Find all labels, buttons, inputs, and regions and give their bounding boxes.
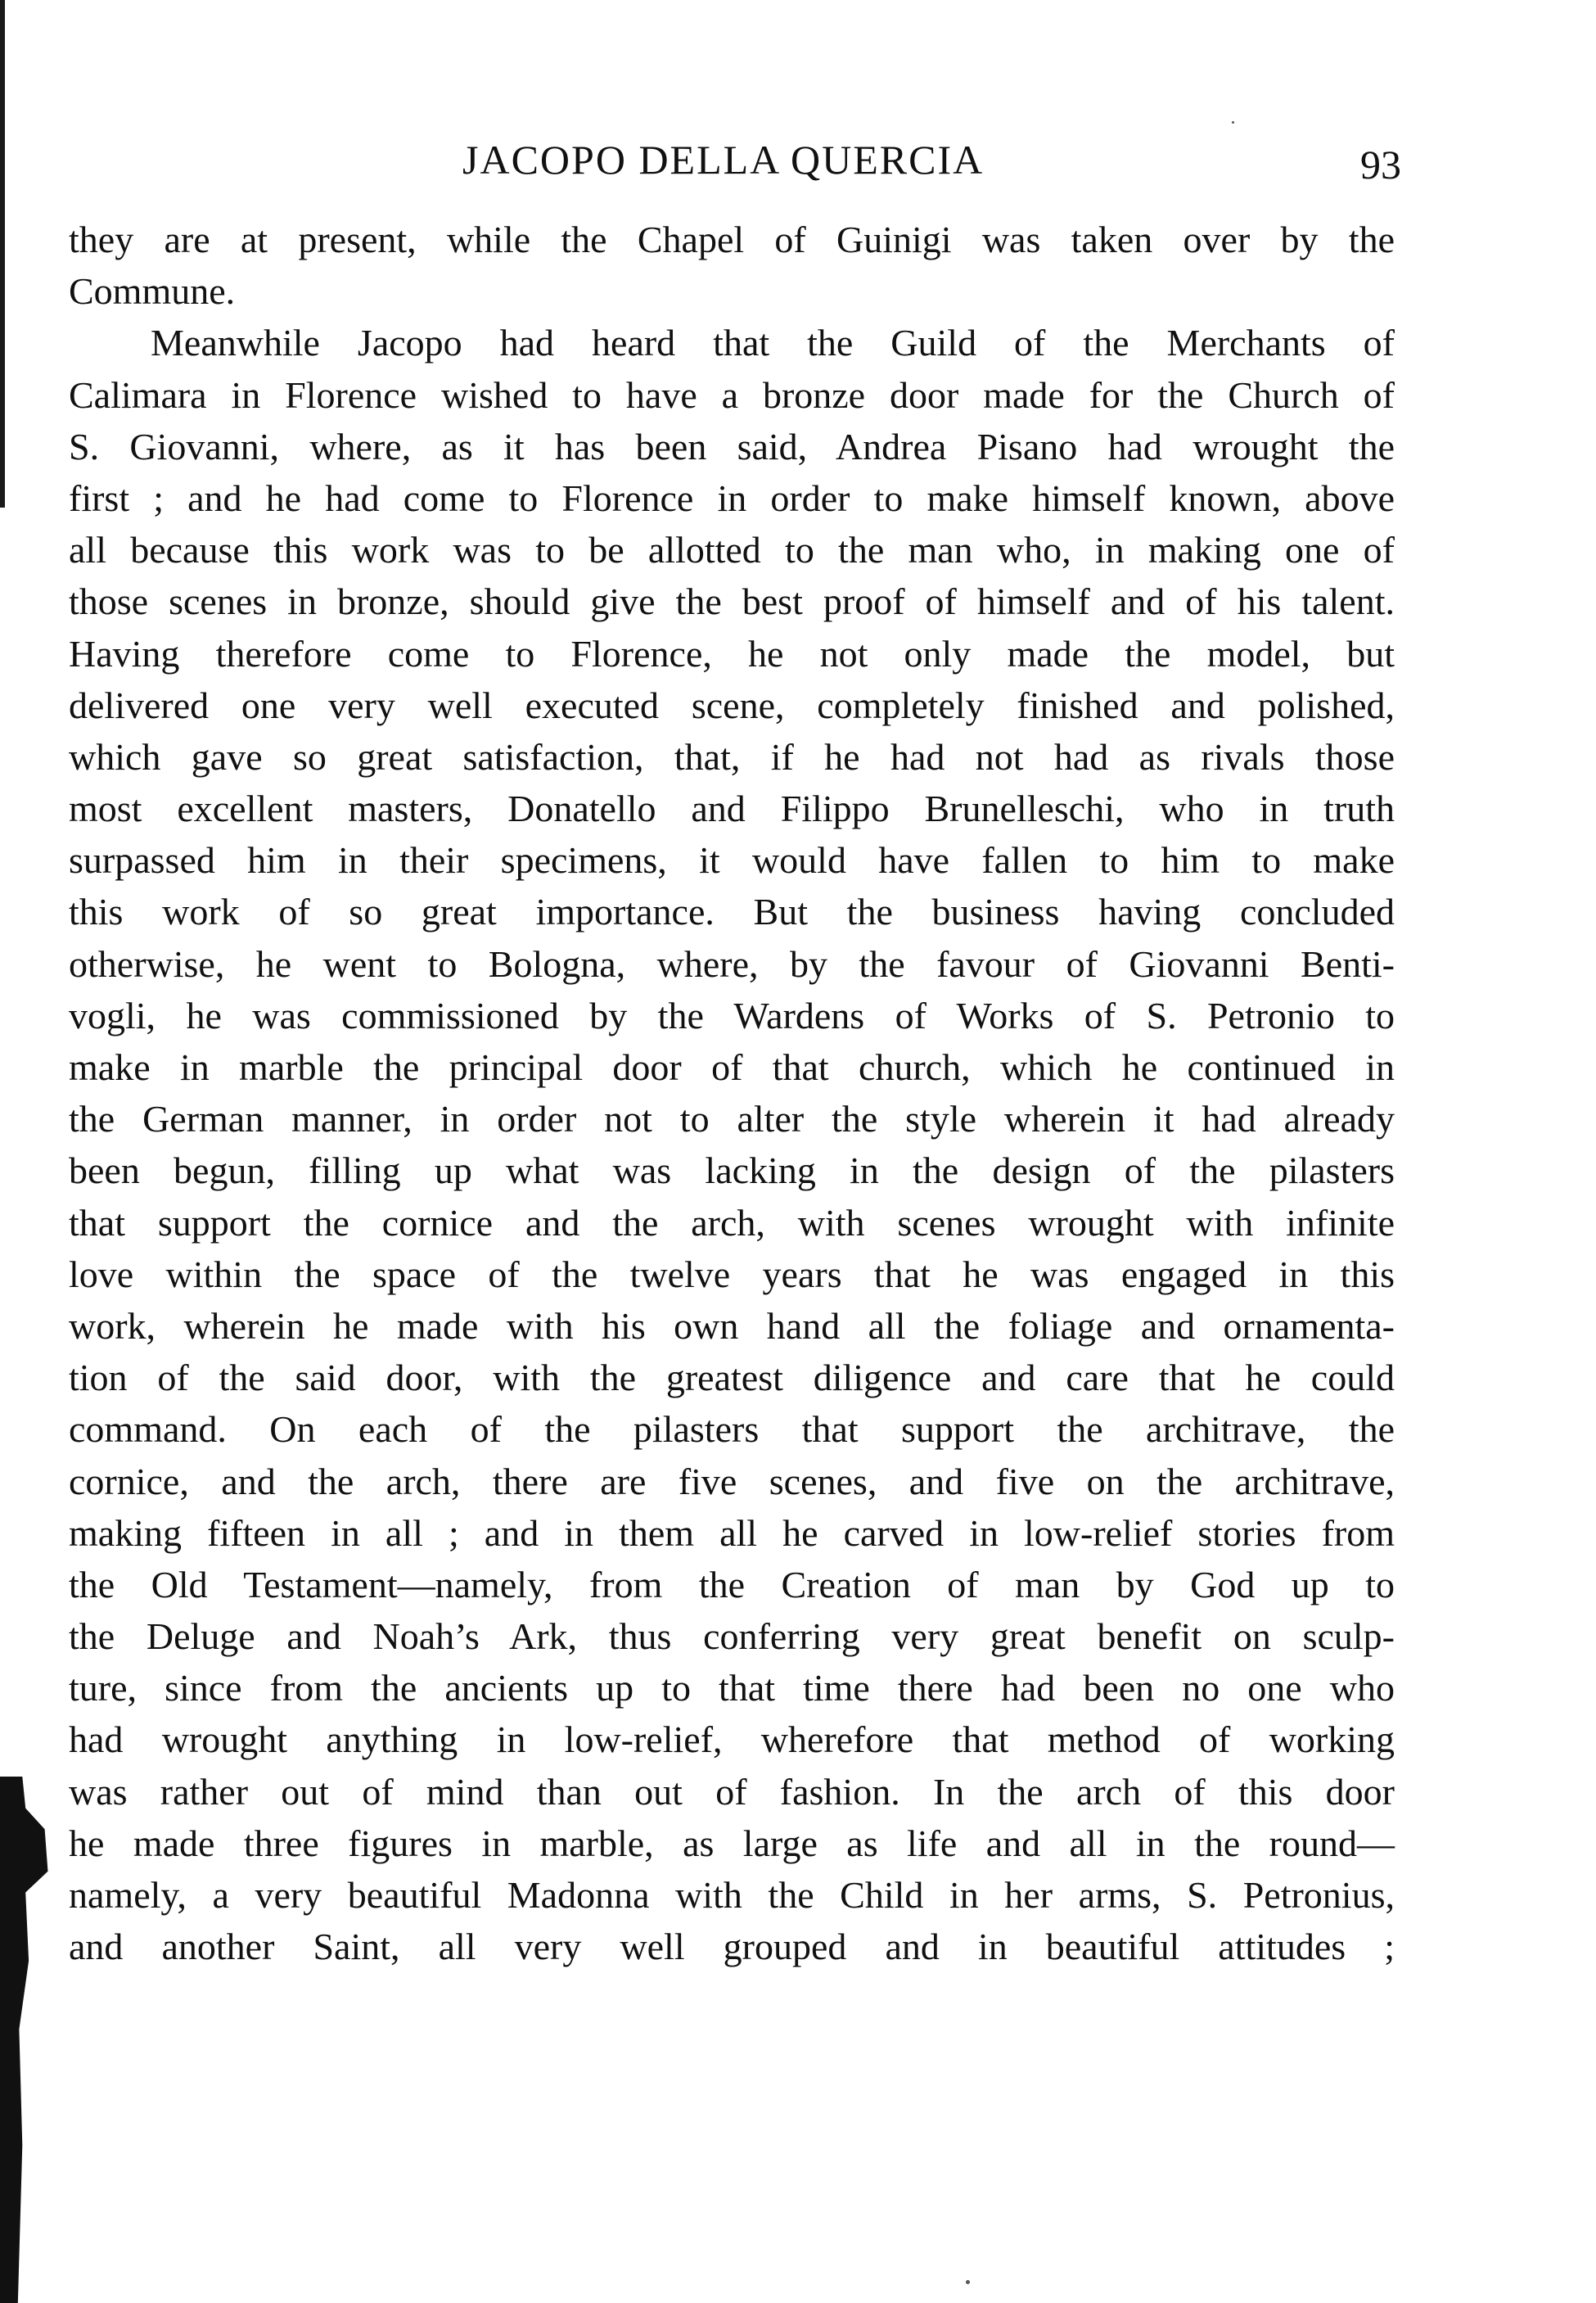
scan-speck (1232, 121, 1234, 124)
text-line: the German manner, in order not to alter the style wherein it had already (69, 1098, 1395, 1140)
text-line: Commune. (69, 270, 236, 313)
text-line: he made three figures in marble, as large as life and all in the round— (69, 1822, 1395, 1864)
text-line: Meanwhile Jacopo had heard that the Guild of the Merchants of (151, 322, 1395, 364)
text-line: love within the space of the twelve years that he was engaged in this (69, 1253, 1395, 1295)
text-line: was rather out of mind than out of fashion. In the arch of this door (69, 1770, 1395, 1813)
running-title: JACOPO DELLA QUERCIA (462, 137, 985, 183)
text-line: the Old Testament—namely, from the Creation of man by God up to (69, 1563, 1395, 1605)
scan-shadow-top-left (0, 0, 5, 508)
text-line: those scenes in bronze, should give the best proof of himself and of his talent. (69, 580, 1395, 623)
text-line: ture, since from the ancients up to that time there had been no one who (69, 1667, 1395, 1709)
text-line: first ; and he had come to Florence in order to make himself known, above (69, 476, 1395, 519)
scan-shadow-bottom-left (0, 1777, 64, 2303)
text-line: which gave so great satisfaction, that, if he had not had as rivals those (69, 735, 1395, 778)
text-line: namely, a very beautiful Madonna with the Child in her arms, S. Petronius, (69, 1874, 1395, 1916)
text-line: all because this work was to be allotted to the man who, in making one of (69, 529, 1395, 571)
page-number: 93 (1360, 142, 1401, 187)
text-line: making fifteen in all ; and in them all he carved in low-relief stories from (69, 1511, 1395, 1554)
text-line: that support the cornice and the arch, with scenes wrought with infinite (69, 1201, 1395, 1244)
text-line: command. On each of the pilasters that support the architrave, the (69, 1408, 1395, 1451)
text-line: been begun, filling up what was lacking in the design of the pilasters (69, 1149, 1395, 1192)
text-line: surpassed him in their specimens, it would have fallen to him to make (69, 839, 1395, 882)
text-line: the Deluge and Noah’s Ark, thus conferring very great benefit on sculp- (69, 1615, 1395, 1658)
scan-speck (966, 2280, 970, 2284)
text-line: tion of the said door, with the greatest diligence and care that he could (69, 1357, 1395, 1399)
text-line: this work of so great importance. But the business having concluded (69, 891, 1395, 933)
text-line: work, wherein he made with his own hand all the foliage and ornamenta- (69, 1304, 1395, 1347)
text-line: otherwise, he went to Bologna, where, by the favour of Giovanni Benti- (69, 942, 1395, 985)
text-line: make in marble the principal door of that church, which he continued in (69, 1046, 1395, 1088)
text-line: and another Saint, all very well grouped and in beautiful attitudes ; (69, 1926, 1395, 1968)
body-text (69, 214, 1395, 1972)
text-line: vogli, he was commissioned by the Wardens of Works of S. Petronio to (69, 994, 1395, 1036)
text-line: Calimara in Florence wished to have a bronze door made for the Church of (69, 373, 1395, 416)
running-header (0, 131, 1596, 188)
text-line: S. Giovanni, where, as it has been said, Andrea Pisano had wrought the (69, 425, 1395, 467)
text-line: Having therefore come to Florence, he not only made the model, but (69, 632, 1395, 675)
text-line: cornice, and the arch, there are five scenes, and five on the architrave, (69, 1460, 1395, 1502)
text-line: most excellent masters, Donatello and Filippo Brunelleschi, who in truth (69, 788, 1395, 830)
text-line: had wrought anything in low-relief, wherefore that method of working (69, 1718, 1395, 1761)
text-line: delivered one very well executed scene, completely finished and polished, (69, 684, 1395, 726)
text-line: they are at present, while the Chapel of Guinigi was taken over by the (69, 219, 1395, 260)
